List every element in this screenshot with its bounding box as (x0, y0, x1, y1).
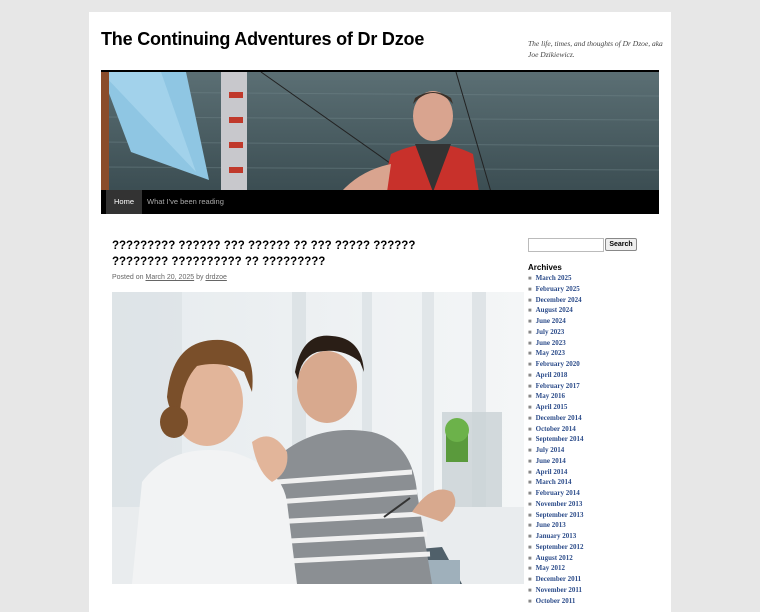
bullet-icon: ■ (528, 276, 532, 282)
archive-item (528, 435, 584, 446)
archive-item (528, 521, 584, 532)
archive-link[interactable]: February 2017 (535, 381, 580, 390)
archive-item (528, 511, 584, 522)
page-wrapper (89, 12, 671, 612)
archive-item (528, 296, 584, 307)
archive-link[interactable]: February 2025 (535, 284, 580, 293)
bullet-icon: ■ (528, 362, 532, 368)
bullet-icon: ■ (528, 534, 532, 540)
archive-link[interactable]: August 2024 (535, 306, 573, 315)
bullet-icon: ■ (528, 394, 532, 401)
archive-item (528, 575, 584, 586)
archive-link[interactable]: February 2020 (535, 360, 580, 368)
archive-item (528, 457, 584, 468)
bullet-icon: ■ (528, 340, 532, 347)
archive-link[interactable]: April 2015 (535, 403, 568, 411)
post-meta (112, 274, 227, 281)
archive-item (528, 382, 584, 393)
menu-item-home[interactable]: Home (106, 190, 142, 214)
bullet-icon: ■ (528, 469, 532, 476)
bullet-icon: ■ (528, 437, 532, 444)
banner-photo (101, 72, 659, 192)
bullet-icon: ■ (528, 577, 532, 583)
bullet-icon: ■ (528, 598, 532, 605)
archive-item (528, 414, 584, 425)
archives-heading: Archives (528, 263, 562, 272)
archive-item (528, 554, 584, 565)
archive-link[interactable]: April 2014 (535, 467, 568, 476)
bullet-icon: ■ (528, 405, 532, 411)
archive-link[interactable]: September 2012 (535, 542, 584, 551)
archive-item (528, 532, 584, 543)
bullet-icon: ■ (528, 523, 532, 530)
menu-item-reading[interactable]: What I've been reading (147, 197, 224, 206)
meta-by: by (196, 274, 204, 281)
archive-link[interactable]: December 2024 (535, 295, 582, 304)
archive-link[interactable]: October 2011 (535, 596, 576, 605)
archive-link[interactable]: March 2025 (535, 274, 572, 282)
archive-link[interactable]: January 2013 (535, 532, 577, 540)
archive-link[interactable]: September 2013 (535, 510, 584, 519)
archive-item (528, 543, 584, 554)
bullet-icon: ■ (528, 501, 532, 508)
header-banner-image (101, 70, 659, 192)
archive-link[interactable]: June 2014 (535, 456, 566, 465)
archive-link[interactable]: May 2012 (535, 564, 565, 573)
archives-list (528, 274, 584, 607)
archive-item (528, 478, 584, 489)
bullet-icon: ■ (528, 286, 532, 293)
bullet-icon: ■ (528, 544, 532, 551)
post-date-link[interactable]: March 20, 2025 (145, 274, 195, 281)
archive-link[interactable]: July 2023 (535, 327, 565, 336)
archive-link[interactable]: October 2014 (535, 424, 576, 433)
archive-link[interactable]: December 2011 (535, 575, 582, 583)
archive-item (528, 489, 584, 500)
post-featured-image (112, 292, 524, 584)
archive-item (528, 425, 584, 436)
archive-item (528, 339, 584, 350)
bullet-icon: ■ (528, 491, 532, 497)
bullet-icon: ■ (528, 458, 532, 465)
bullet-icon: ■ (528, 297, 532, 304)
archive-item (528, 274, 584, 285)
search-button[interactable]: Search (605, 238, 637, 251)
meta-prefix: Posted on (112, 274, 144, 281)
post-photo (112, 292, 524, 584)
bullet-icon: ■ (528, 308, 532, 315)
archive-item (528, 586, 584, 597)
main-navigation (101, 190, 659, 214)
archive-link[interactable]: June 2023 (535, 338, 566, 347)
archive-item (528, 564, 584, 575)
archive-link[interactable]: September 2014 (535, 435, 584, 444)
archive-item (528, 392, 584, 403)
archive-link[interactable]: May 2016 (535, 392, 565, 401)
archive-link[interactable]: June 2013 (535, 521, 566, 530)
archive-item (528, 285, 584, 296)
archive-item (528, 349, 584, 360)
archive-item (528, 446, 584, 457)
bullet-icon: ■ (528, 426, 532, 433)
archive-item (528, 468, 584, 479)
bullet-icon: ■ (528, 351, 532, 358)
archive-item (528, 328, 584, 339)
archive-link[interactable]: August 2012 (535, 553, 573, 562)
bullet-icon: ■ (528, 372, 532, 379)
archive-item (528, 500, 584, 511)
bullet-icon: ■ (528, 329, 532, 336)
archive-item (528, 597, 584, 608)
archive-link[interactable]: March 2014 (535, 478, 572, 487)
bullet-icon: ■ (528, 448, 532, 454)
bullet-icon: ■ (528, 319, 532, 325)
bullet-icon: ■ (528, 566, 532, 573)
archive-link[interactable]: November 2013 (535, 499, 583, 508)
bullet-icon: ■ (528, 587, 532, 594)
archive-link[interactable]: April 2018 (535, 370, 568, 379)
archive-link[interactable]: May 2023 (535, 349, 565, 358)
bullet-icon: ■ (528, 480, 532, 487)
archive-item (528, 306, 584, 317)
bullet-icon: ■ (528, 415, 532, 422)
post-author-link[interactable]: drdzoe (205, 274, 227, 281)
post-title[interactable]: ????????? ?????? ??? ?????? ?? ??? ????? ?????? ???????? ?????????? ?? ????????? (112, 240, 416, 268)
archive-item (528, 317, 584, 328)
archive-link[interactable]: February 2014 (535, 489, 580, 497)
archive-link[interactable]: June 2024 (535, 317, 566, 325)
search-input[interactable] (528, 238, 604, 252)
archive-item (528, 360, 584, 371)
bullet-icon: ■ (528, 555, 532, 562)
archive-link[interactable]: July 2014 (535, 446, 565, 454)
archive-item (528, 371, 584, 382)
archive-link[interactable]: December 2014 (535, 413, 582, 422)
archive-link[interactable]: November 2011 (535, 585, 582, 594)
site-description: The life, times, and thoughts of Dr Dzoe, aka Joe Dzikiewicz. (528, 39, 663, 59)
bullet-icon: ■ (528, 383, 532, 390)
site-title[interactable]: The Continuing Adventures of Dr Dzoe (101, 29, 425, 49)
bullet-icon: ■ (528, 512, 532, 519)
archive-item (528, 403, 584, 414)
